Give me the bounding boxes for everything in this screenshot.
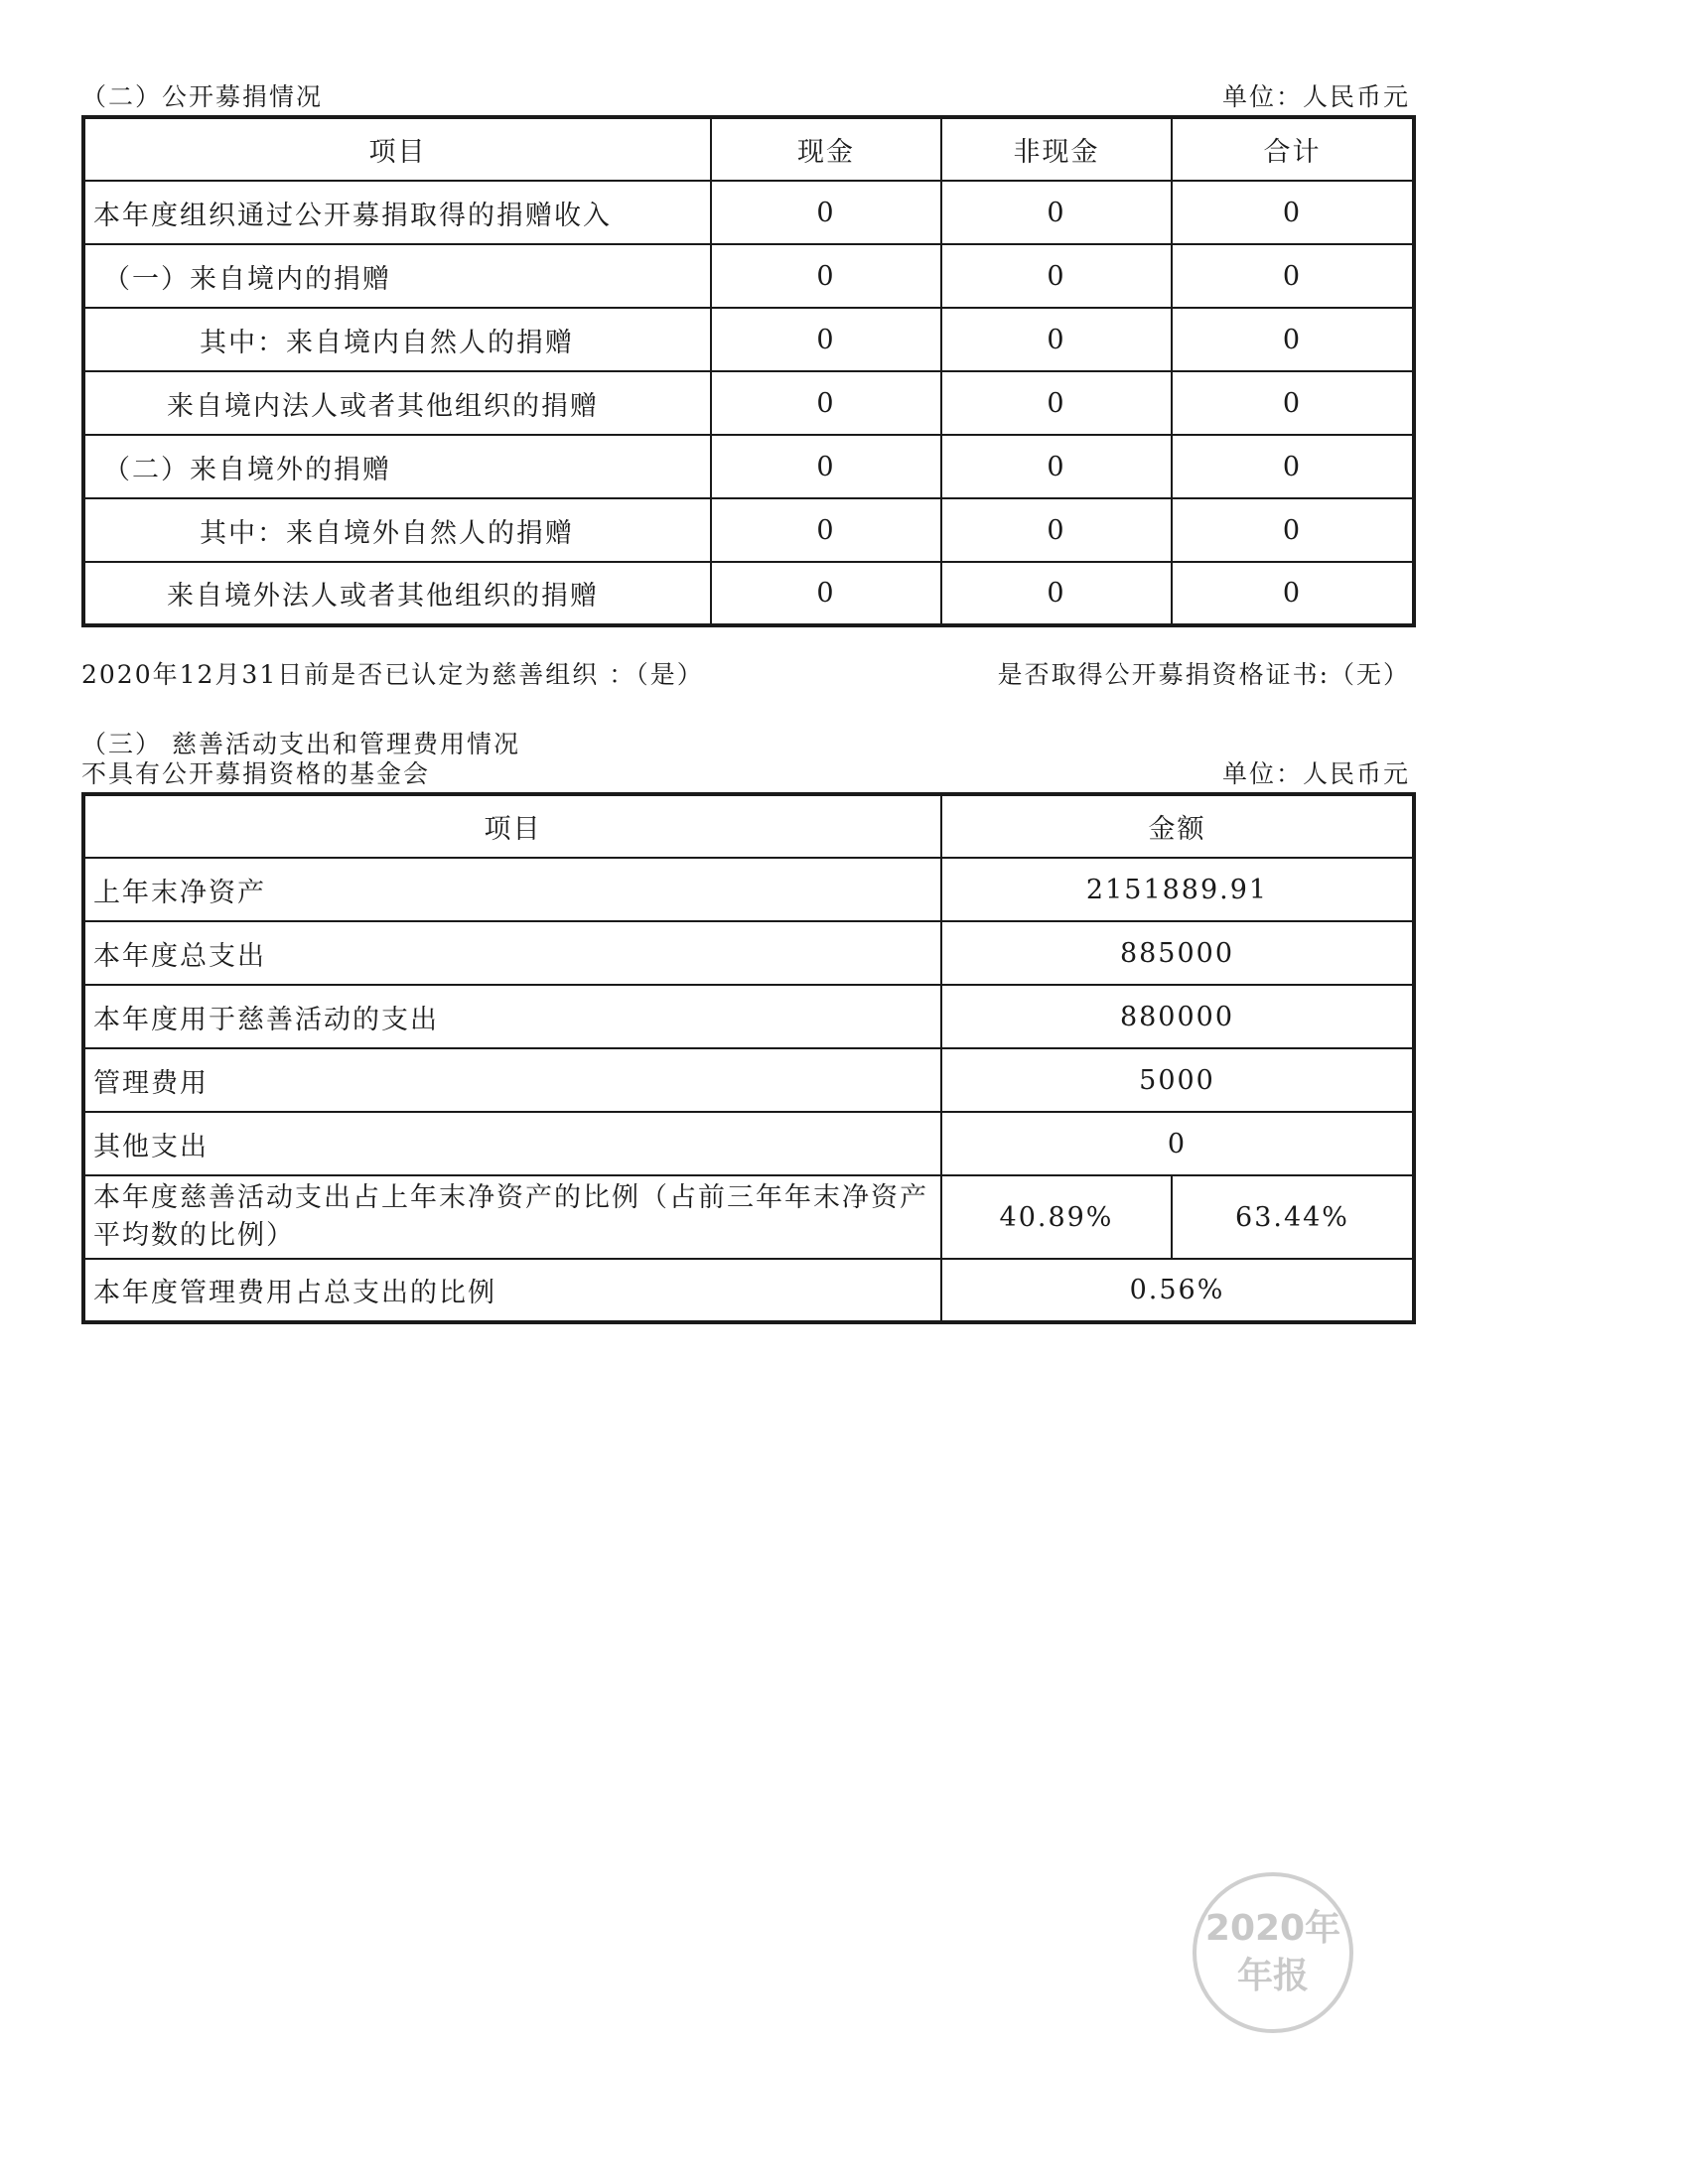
row-cash: 0 [711, 371, 941, 435]
row-value: 885000 [941, 921, 1414, 985]
row-noncash: 0 [941, 435, 1172, 498]
row-label: 本年度组织通过公开募捐取得的捐赠收入 [83, 181, 711, 244]
row-noncash: 0 [941, 244, 1172, 308]
row-total: 0 [1172, 308, 1414, 371]
row-label: 管理费用 [83, 1048, 941, 1112]
charity-expense-table [81, 792, 1416, 1324]
row-label: 本年度总支出 [83, 921, 941, 985]
row-label: （一）来自境内的捐赠 [83, 244, 711, 308]
row-cash: 0 [711, 244, 941, 308]
ratio-label: 本年度慈善活动支出占上年末净资产的比例（占前三年年末净资产平均数的比例） [83, 1175, 941, 1259]
table-row [83, 498, 1414, 562]
ratio-value-three-year-avg: 63.44% [1172, 1175, 1414, 1259]
header-total: 合计 [1172, 117, 1414, 181]
table-row [83, 244, 1414, 308]
row-value: 5000 [941, 1048, 1414, 1112]
row-cash: 0 [711, 562, 941, 625]
table-row [83, 308, 1414, 371]
table-row [83, 1112, 1414, 1175]
table-row [83, 985, 1414, 1048]
row-label: 其中：来自境内自然人的捐赠 [83, 308, 711, 371]
header-item: 项目 [83, 794, 941, 858]
row-noncash: 0 [941, 562, 1172, 625]
ratio-value-prior-year: 40.89% [941, 1175, 1172, 1259]
table-row [83, 921, 1414, 985]
table-row [83, 371, 1414, 435]
row-noncash: 0 [941, 308, 1172, 371]
row-cash: 0 [711, 181, 941, 244]
row-noncash: 0 [941, 181, 1172, 244]
row-label: （二）来自境外的捐赠 [83, 435, 711, 498]
table-row [83, 181, 1414, 244]
row-value: 2151889.91 [941, 858, 1414, 921]
charity-status-note: 2020年12月31日前是否已认定为慈善组织 ：（是） [81, 660, 704, 689]
public-fundraising-table [81, 115, 1416, 627]
row-cash: 0 [711, 498, 941, 562]
row-label: 上年末净资产 [83, 858, 941, 921]
mgmt-ratio-label: 本年度管理费用占总支出的比例 [83, 1259, 941, 1322]
stamp-label: 年报 [1236, 1956, 1309, 1996]
section3-unit: 单位：人民币元 [1221, 759, 1410, 788]
fundraising-cert-note: 是否取得公开募捐资格证书:（无） [997, 660, 1410, 689]
table-row [83, 858, 1414, 921]
header-item: 项目 [83, 117, 711, 181]
row-total: 0 [1172, 181, 1414, 244]
row-label: 来自境内法人或者其他组织的捐赠 [83, 371, 711, 435]
row-total: 0 [1172, 244, 1414, 308]
table-header-row [83, 794, 1414, 858]
row-label: 其中：来自境外自然人的捐赠 [83, 498, 711, 562]
table-row [83, 435, 1414, 498]
table-row-mgmt-ratio [83, 1259, 1414, 1322]
table-row [83, 1048, 1414, 1112]
row-label: 其他支出 [83, 1112, 941, 1175]
mgmt-ratio-value: 0.56% [941, 1259, 1414, 1322]
row-cash: 0 [711, 308, 941, 371]
section2-title: （二）公开募捐情况 [81, 82, 324, 111]
row-value: 880000 [941, 985, 1414, 1048]
row-noncash: 0 [941, 498, 1172, 562]
annual-report-stamp [1193, 1872, 1353, 2033]
row-noncash: 0 [941, 371, 1172, 435]
row-cash: 0 [711, 435, 941, 498]
section3-title: （三） 慈善活动支出和管理费用情况 [81, 730, 520, 758]
header-noncash: 非现金 [941, 117, 1172, 181]
section3-subtitle: 不具有公开募捐资格的基金会 [81, 759, 431, 788]
table-row-ratio [83, 1175, 1414, 1259]
stamp-year: 2020年 [1204, 1908, 1341, 1949]
header-amount: 金额 [941, 794, 1414, 858]
section2-unit: 单位：人民币元 [1221, 82, 1410, 111]
row-total: 0 [1172, 498, 1414, 562]
row-total: 0 [1172, 435, 1414, 498]
row-label: 来自境外法人或者其他组织的捐赠 [83, 562, 711, 625]
row-total: 0 [1172, 371, 1414, 435]
row-value: 0 [941, 1112, 1414, 1175]
row-total: 0 [1172, 562, 1414, 625]
row-label: 本年度用于慈善活动的支出 [83, 985, 941, 1048]
table-row [83, 562, 1414, 625]
table-header-row [83, 117, 1414, 181]
header-cash: 现金 [711, 117, 941, 181]
